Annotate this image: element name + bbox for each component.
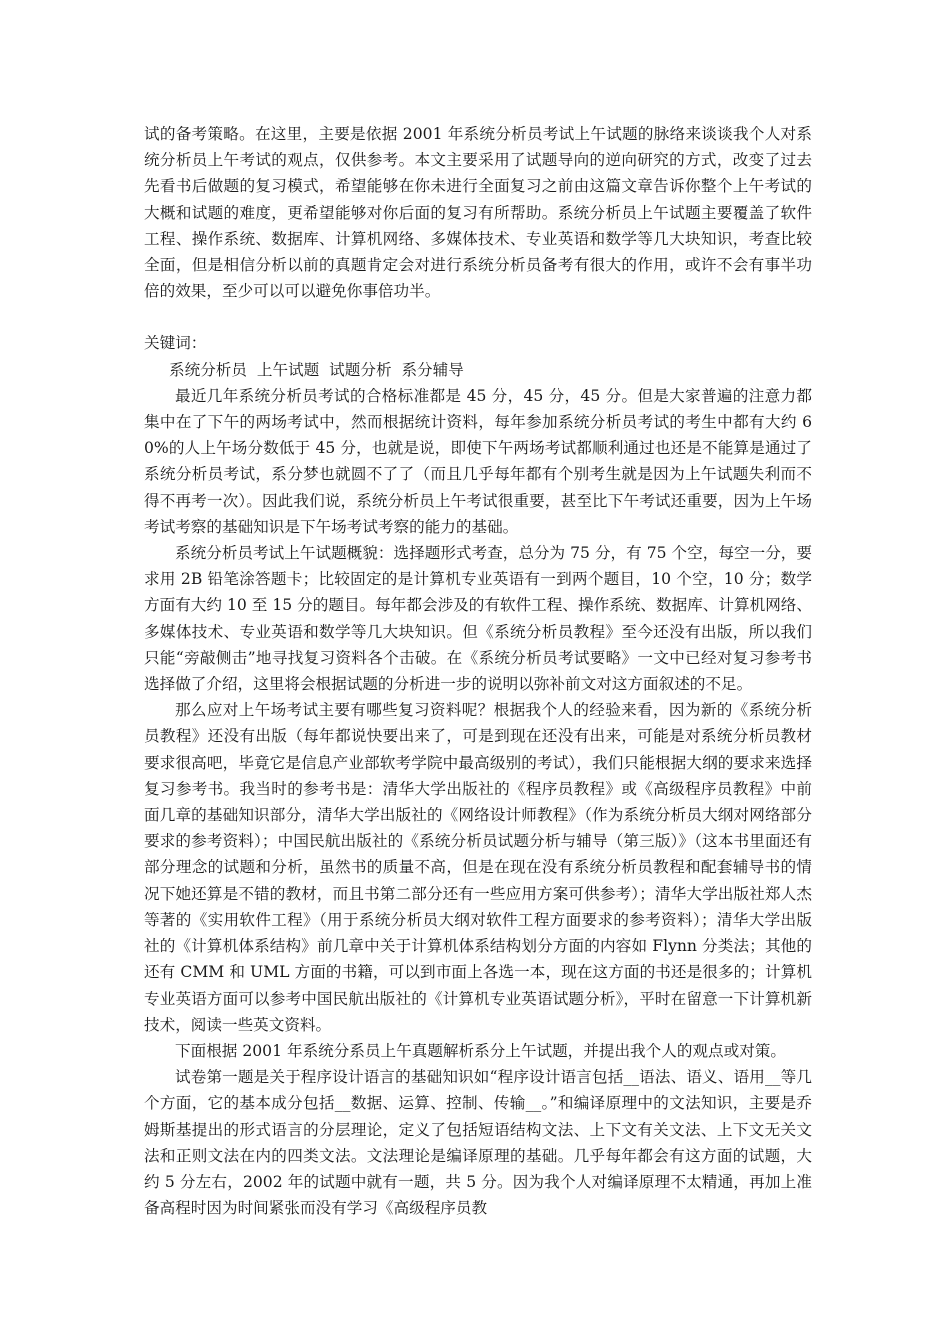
abstract-paragraph: 试的备考策略。在这里，主要是依据 2001 年系统分析员考试上午试题的脉络来谈谈我个人对系统分析员上午考试的观点，仅供参考。本文主要采用了试题导向的逆向研究的方式，改变了过去先看书后做题的复习模式，希望能够在你未进行全面复习之前由这篇文章告诉你整个上午考试的大概和试题的难度，更希望能够对你后面的复习有所帮助。系统分析员上午试题主要覆盖了软件工程、操作系统、数据库、计算机网络、多媒体技术、专业英语和数学等几大块知识，考查比较全面，但是相信分析以前的真题肯定会对进行系统分析员备考有很大的作用，或许不会有事半功倍的效果，至少可以可以避免你事倍功半。 [144,125,812,301]
body-paragraph-exam-overview: 系统分析员考试上午试题概貌：选择题形式考查，总分为 75 分，有 75 个空，每空一分，要求用 2B 铅笔涂答题卡；比较固定的是计算机专业英语有一到两个题目，10 个空，10 分；数学方面有大约 10 至 15 分的题目。每年都会涉及的有软件工程、操作系统、数据库、计算机网络、多媒体技术、专业英语和数学等几大块知识。但《系统分析员教程》至今还没有出版，所以我们只能“旁敲侧击”地寻找复习资料各个击破。在《系统分析员考试要略》一文中已经对复习参考书选择做了介绍，这里将会根据试题的分析进一步的说明以弥补前文对这方面叙述的不足。 [144,544,812,694]
keywords-list: 系统分析员 上午试题 试题分析 系分辅导 [169,360,464,379]
document-page [144,121,812,1221]
body-paragraph-analysis-intro: 下面根据 2001 年系统分系员上午真题解析系分上午试题，并提出我个人的观点或对策。 [175,1041,786,1060]
keywords-label: 关键词： [144,334,207,353]
paragraph-spacer [144,304,812,330]
body-paragraph-pass-standard: 最近几年系统分析员考试的合格标准都是 45 分，45 分，45 分。但是大家普遍的注意力都集中在了下午的两场考试中，然而根据统计资料，每年参加系统分析员考试的考生中都有大约 60%的人上午场分数低于 45 分，也就是说，即使下午两场考试都顺利通过也还是不能算是通过了系统分析员考试，系分梦也就圆不了了（而且几乎每年都有个别考生就是因为上午试题失利而不得不再考一次）。因此我们说，系统分析员上午考试很重要，甚至比下午考试还重要，因为上午场考试考察的基础知识是下午场考试考察的能力的基础。 [144,386,812,536]
body-paragraph-first-question: 试卷第一题是关于程序设计语言的基础知识如“程序设计语言包括__语法、语义、语用__等几个方面，它的基本成分包括__数据、运算、控制、传输__。”和编译原理中的文法知识，主要是乔姆斯基提出的形式语言的分层理论，定义了包括短语结构文法、上下文有关文法、上下文无关文法和正则文法在内的四类文法。文法理论是编译原理的基础。几乎每年都会有这方面的试题，大约 5 分左右，2002 年的试题中就有一题，共 5 分。因为我个人对编译原理不太精通，再加上准备高程时因为时间紧张而没有学习《高级程序员教 [144,1068,812,1218]
body-paragraph-reference-books: 那么应对上午场考试主要有哪些复习资料呢？根据我个人的经验来看，因为新的《系统分析员教程》还没有出版（每年都说快要出来了，可是到现在还没有出来，可能是对系统分析员教材要求很高吧，毕竟它是信息产业部软考学院中最高级别的考试），我们只能根据大纲的要求来选择复习参考书。我当时的参考书是：清华大学出版社的《程序员教程》或《高级程序员教程》中前面几章的基础知识部分，清华大学出版社的《网络设计师教程》（作为系统分析员大纲对网络部分要求的参考资料）；中国民航出版社的《系统分析员试题分析与辅导（第三版）》（这本书里面还有部分理念的试题和分析，虽然书的质量不高，但是在现在没有系统分析员教程和配套辅导书的情况下她还算是不错的教材，而且书第二部分还有一些应用方案可供参考）；清华大学出版社郑人杰等著的《实用软件工程》（用于系统分析员大纲对软件工程方面要求的参考资料）；清华大学出版社的《计算机体系结构》前几章中关于计算机体系结构划分方面的内容如 Flynn 分类法；其他的还有 CMM 和 UML 方面的书籍，可以到市面上各选一本，现在这方面的书还是很多的；计算机专业英语方面可以参考中国民航出版社的《计算机专业英语试题分析》，平时在留意一下计算机新技术，阅读一些英文资料。 [144,701,812,1034]
